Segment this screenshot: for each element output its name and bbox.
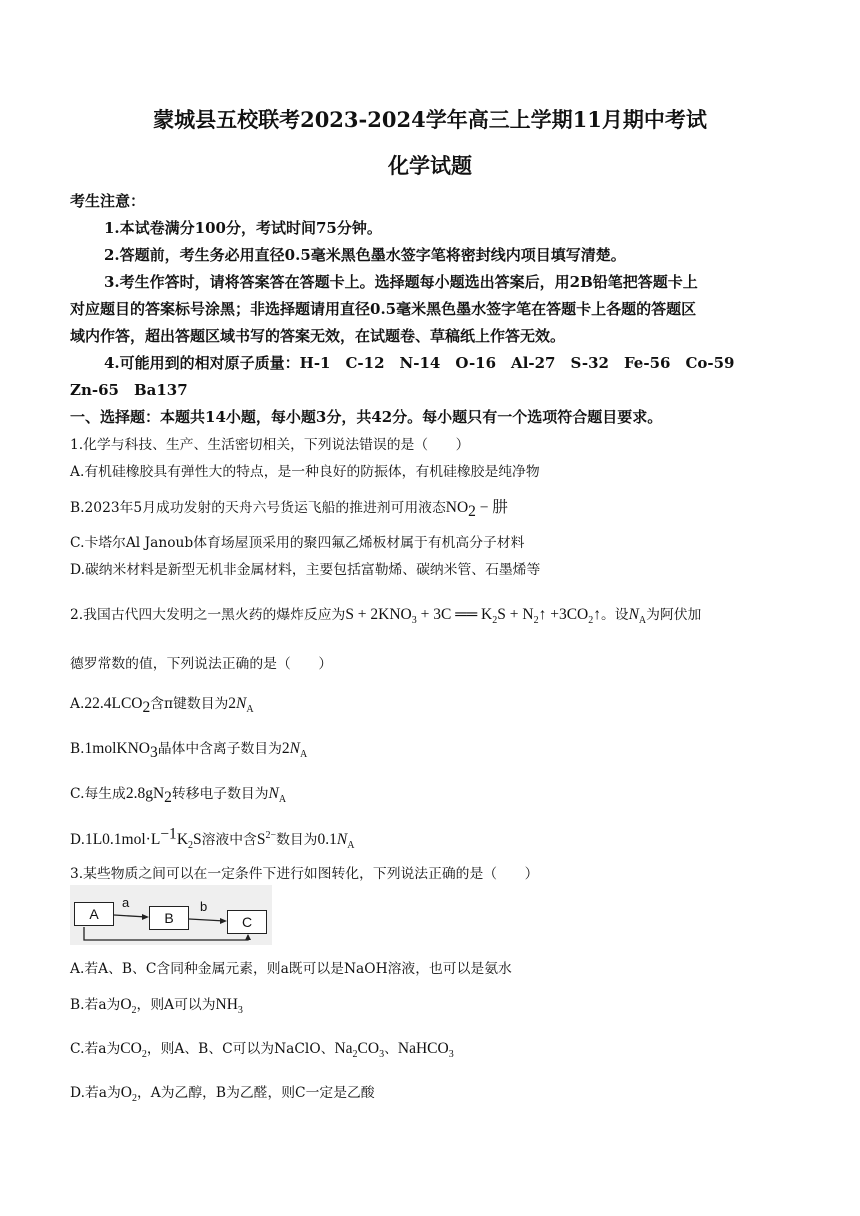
- question-1-option-a: A.有机硅橡胶具有弹性大的特点，是一种良好的防振体，有机硅橡胶是纯净物: [70, 464, 540, 480]
- diagram-box-c: C: [227, 910, 267, 934]
- diagram-arrows: [70, 885, 272, 945]
- notice-item: 对应题目的答案标号涂黑；非选择题请用直径0.5毫米黑色墨水签字笔在答题卡上各题的答题区: [70, 300, 697, 318]
- notice-item: 1.本试卷满分100分，考试时间75分钟。: [104, 219, 382, 237]
- notice-item: 3.考生作答时，请将答案答在答题卡上。选择题每小题选出答案后，用2B铅笔把答题卡上: [104, 273, 698, 291]
- question-2-stem-cont: 德罗常数的值，下列说法正确的是（ ）: [70, 656, 333, 672]
- question-1-option-d: D.碳纳米材料是新型无机非金属材料，主要包括富勒烯、碳纳米管、石墨烯等: [70, 562, 541, 578]
- question-2-stem: 2.我国古代四大发明之一黑火药的爆炸反应为$S + 2KNO_3 + 3C$ ══ $K_2S$ + $N_2↑$ $+3CO_2↑$。设$N_A$为阿伏加: [70, 606, 702, 627]
- question-1-stem: 1.化学与科技、生产、生活密切相关，下列说法错误的是（ ）: [70, 437, 470, 453]
- notice-item: 域内作答，超出答题区域书写的答案无效，在试题卷、草稿纸上作答无效。: [70, 327, 566, 345]
- notice-item: 4.可能用到的相对原子质量：H-1 C-12 N-14 O-16 Al-27 S-32 Fe-56 Co-59: [104, 354, 735, 372]
- notice-heading: 考生注意：: [70, 192, 146, 210]
- diagram-label-a: a: [122, 895, 130, 910]
- question-1-option-b: B.2023年5月成功发射的天舟六号货运飞船的推进剂可用液态$NO_2$ − 肼: [70, 499, 508, 520]
- question-3-option-d: D.若a为$O_2$，A为乙醇，B为乙醛，则C一定是乙酸: [70, 1084, 375, 1105]
- question-1-option-c: C.卡塔尔Al Janoub体育场屋顶采用的聚四氟乙烯板材属于有机高分子材料: [70, 535, 525, 551]
- section-heading: 一、选择题：本题共14小题，每小题3分，共42分。每小题只有一个选项符合题目要求。: [70, 408, 663, 426]
- diagram-box-a: A: [74, 902, 114, 926]
- exam-subtitle: 化学试题: [388, 153, 472, 178]
- diagram-box-b: B: [149, 906, 189, 930]
- question-2-option-c: C.每生成$2.8gN_2$转移电子数目为$N_A$: [70, 785, 287, 806]
- question-3-option-c: C.若a为$CO_2$，则A、B、C可以为NaClO、$Na_2CO_3$、NaHCO$_3$: [70, 1040, 454, 1061]
- exam-title: 蒙城县五校联考2023-2024学年高三上学期11月期中考试: [153, 107, 707, 132]
- question-2-option-d: $D.1L0.1mol\cdot L^{-1}K_2S$溶液中含$S^{2-}$数目为$0.1N_A$: [70, 825, 355, 852]
- diagram-label-b: b: [200, 899, 208, 914]
- question-3-option-a: A.若A、B、C含同种金属元素，则a既可以是NaOH溶液，也可以是氨水: [70, 961, 512, 977]
- reaction-equation: $S + 2KNO_3 + 3C$ ══ $K_2S$ + $N_2↑$ $+3CO_2↑$: [345, 606, 601, 627]
- question-2-option-b: B.1molKNO$_3$晶体中含离子数目为$2N_A$: [70, 740, 308, 761]
- notice-item: 2.答题前，考生务必用直径0.5毫米黑色墨水签字笔将密封线内项目填写清楚。: [104, 246, 626, 264]
- question-3-option-b: B.若a为$O_2$，则A可以为$NH_3$: [70, 996, 243, 1017]
- notice-item: Zn-65 Ba137: [70, 381, 188, 399]
- conversion-diagram: [70, 885, 272, 945]
- question-3-stem: 3.某些物质之间可以在一定条件下进行如图转化，下列说法正确的是（ ）: [70, 866, 539, 882]
- question-2-option-a: $A.22.4LCO_2$含π键数目为$2N_A$: [70, 695, 254, 716]
